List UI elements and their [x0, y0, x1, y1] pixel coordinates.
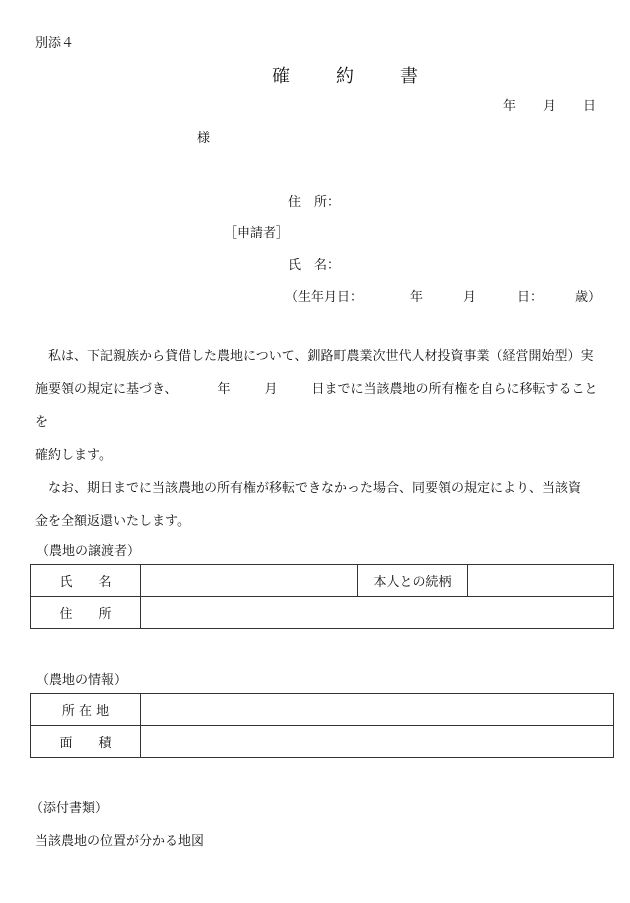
body-p1-line2-a: 施要領の規定に基づき、 — [35, 382, 178, 397]
attachments-item: 当該農地の位置が分かる地図 — [35, 834, 205, 849]
transferor-relation-field[interactable] — [468, 565, 614, 597]
birth-month: 月 — [463, 290, 477, 305]
applicant-group-label: ［申請者］ — [224, 226, 290, 241]
body-p1-line2-year: 年 — [217, 382, 231, 397]
body-p2-line2: 金を全額返還いたします。 — [35, 514, 190, 529]
date-month: 月 — [543, 99, 557, 114]
land-info-table — [30, 693, 614, 758]
body-p1-line3: 確約します。 — [35, 448, 112, 463]
land-area-label: 面 積 — [31, 726, 141, 758]
body-text — [35, 340, 600, 538]
birth-age: 歳） — [575, 290, 602, 305]
document-title: 確 約 書 — [272, 66, 432, 87]
attachments-heading: （添付書類） — [30, 801, 109, 816]
transferor-table — [30, 564, 614, 629]
land-info-heading: （農地の情報） — [36, 673, 128, 688]
transferor-relation-label: 本人との続柄 — [358, 565, 468, 597]
applicant-name-label: 氏 名： — [288, 258, 341, 273]
date-year: 年 — [503, 99, 517, 114]
addressee-suffix: 様 — [197, 131, 211, 146]
birth-day: 日： — [517, 290, 544, 305]
transferor-address-label: 住 所 — [31, 597, 141, 629]
body-p1-line2-month: 月 — [264, 382, 278, 397]
body-p2-line1: なお、期日までに当該農地の所有権が移転できなかった場合、同要領の規定により、当該資 — [48, 481, 582, 496]
land-location-field[interactable] — [141, 694, 614, 726]
transferor-name-field[interactable] — [141, 565, 358, 597]
transferor-name-label: 氏 名 — [31, 565, 141, 597]
land-area-field[interactable] — [141, 726, 614, 758]
body-p1-line1: 私は、下記親族から貸借した農地について、釧路町農業次世代人材投資事業（経営開始型）実 — [48, 349, 594, 364]
body-p1-line2 — [35, 373, 600, 439]
attachment-label: 別添４ — [35, 36, 75, 51]
land-location-label: 所 在 地 — [31, 694, 141, 726]
transferor-address-field[interactable] — [141, 597, 614, 629]
body-p1-line2-b: 日までに当該農地の所有権を自らに移転することを — [35, 382, 598, 430]
birth-year: 年 — [410, 290, 424, 305]
applicant-address-label: 住 所： — [288, 195, 341, 210]
birth-open: （生年月日： — [285, 290, 364, 305]
transferor-heading: （農地の譲渡者） — [36, 544, 141, 559]
date-day: 日 — [583, 99, 597, 114]
